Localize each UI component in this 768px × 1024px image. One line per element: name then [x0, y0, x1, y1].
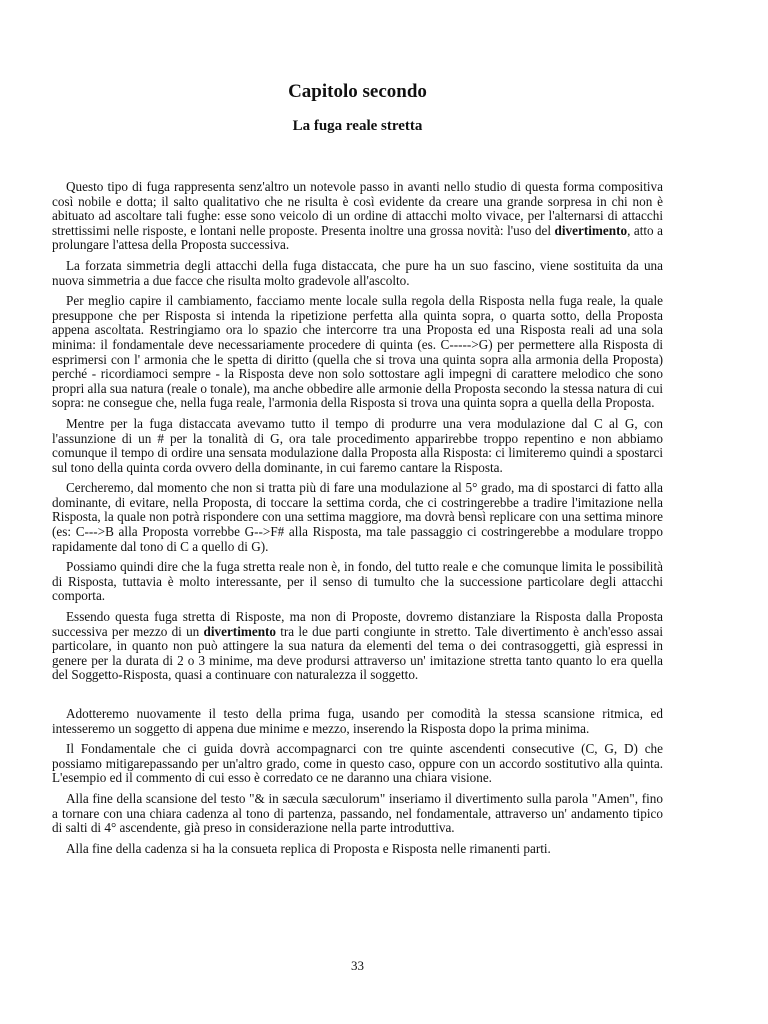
paragraph — [52, 707, 663, 736]
paragraph — [52, 481, 663, 554]
paragraph-text: Alla fine della cadenza si ha la consueta replica di Proposta e Risposta nelle rimanenti parti. — [66, 840, 551, 856]
paragraph-text: Adotteremo nuovamente il testo della prima fuga, usando per comodità la stessa scansione ritmica, ed intesseremo un soggetto di appena due minime e mezzo, inserendo la Risposta dopo la prima minima. — [52, 706, 663, 736]
document-page — [52, 0, 663, 1024]
chapter-title: Capitolo secondo — [288, 81, 427, 102]
paragraph-text: tra le due parti congiunte in stretto. Tale divertimento è anch'esso assai particolare, in quanto non può attingere la sua natura da elementi del tema o dei contrasoggetti, già espressi in genere per la durata di 2 o 3 minime, ma deve prodursi attraverso un' imitazione stretta tanto quanto lo era quella del Soggetto-Risposta, quasi a continuare con naturalezza il soggetto. — [52, 623, 664, 683]
page-number: 33 — [351, 958, 364, 973]
paragraph-text: Alla fine della scansione del testo "& in sæcula sæculorum" inseriamo il divertimento sulla parola "Amen", fino a tornare con una chiara cadenza al tono di partenza, passando, nel fondamentale, attraverso un' andamento tipico di salti di 4° ascendente, già preso in considerazione nella parte introduttiva. — [52, 790, 663, 836]
bold-term: divertimento — [554, 222, 628, 238]
paragraph — [52, 742, 663, 786]
chapter-subtitle: La fuga reale stretta — [292, 118, 423, 134]
paragraph-text: Mentre per la fuga distaccata avevamo tutto il tempo di produrre una vera modulazione dal C al G, con l'assunzione di un # per la tonalità di G, ora tale procedimento apparirebbe troppo repentino e non abbiamo comunque il tempo di ordire una sensata modulazione dalla Proposta alla Risposta: ci limiteremo quindi a spostarci sul tono della quinta corda ovvero della dominante, in cui faremo cantare la Risposta. — [52, 415, 663, 475]
paragraph — [52, 259, 663, 288]
paragraph — [52, 180, 663, 253]
paragraph-text: Questo tipo di fuga rappresenta senz'altro un notevole passo in avanti nello studio di questa forma compositiva così nobile e dotta; il salto qualitativo che ne risulta è così evidente da creare una grande sorpresa in chi non è abituato ad ascoltare tali fughe: esse sono veicolo di un ordine di attacchi molto vivace, per l'alternarsi di attacchi strettissimi nelle risposte, e lontani nelle proposte. Presenta inoltre una grossa novità: l'uso del — [52, 179, 663, 238]
paragraph-text: Possiamo quindi dire che la fuga stretta reale non è, in fondo, del tutto reale e che comunque limita le possibilità di Risposta, tuttavia è molto interessante, per il senso di tumulto che la successione particolare degli attacchi comporta. — [52, 559, 663, 604]
paragraph — [52, 842, 663, 857]
body-text — [52, 180, 663, 862]
paragraph — [52, 294, 663, 411]
bold-term: divertimento — [203, 623, 277, 639]
paragraph — [52, 417, 663, 475]
paragraph — [52, 610, 663, 683]
paragraph-text: Per meglio capire il cambiamento, facciamo mente locale sulla regola della Risposta nella fuga reale, la quale presuppone che per Risposta si intenda la ripetizione perfetta alla quinta sopra, o quarta sotto, della Proposta appena ascoltata. Restringiamo ora lo spazio che intercorre tra una Proposta ed una Risposta reali ad una sola minima: il fondamentale deve necessariamente procedere di quinta (es. C----->G) per permettere alla Risposta di esprimersi con l' armonia che le spetta di diritto (quella che si trova una quinta sopra alla armonia della Proposta) perché - ricordiamoci sempre - la Risposta deve non solo sottostare agli impegni di carattere melodico che sono propri alla sua natura (reale o tonale), ma anche obbedire alle armonie della Proposta secondo la stessa natura di cui sopra: ne consegue che, nella fuga reale, l'armonia della Risposta si trova una quinta sopra a quella della Proposta. — [52, 293, 663, 411]
paragraph — [52, 792, 663, 836]
paragraph-text: , atto a prolungare l'attesa della Proposta successiva. — [52, 222, 663, 253]
paragraph-text: Essendo questa fuga stretta di Risposte, ma non di Proposte, dovremo distanziare la Risposta dalla Proposta successiva per mezzo di un — [52, 609, 663, 639]
paragraph-text: Cercheremo, dal momento che non si tratta più di fare una modulazione al 5° grado, ma di spostarci di fatto alla dominante, di evitare, nella Proposta, di toccare la settima corda, che ci costringerebbe a tradire l'imitazione nella Risposta, la quale non potrà rispondere con una settima maggiore, ma dovrà bensì replicare con una settima minore (es: C--->B alla Proposta vorrebbe G-->F# alla Risposta, ma tale passaggio ci costringerebbe a modulare troppo rapidamente dal tono di C a quello di G). — [52, 480, 663, 554]
paragraph-text: Il Fondamentale che ci guida dovrà accompagnarci con tre quinte ascendenti consecutive (C, G, D) che possiamo mitigarepassando per un'altro grado, come in questo caso, oppure con un accordo sostitutivo alla quinta. L'esempio ed il commento di cui esso è corredato ce ne daranno una chiara visione. — [52, 741, 663, 786]
paragraph-text: La forzata simmetria degli attacchi della fuga distaccata, che pure ha un suo fascino, viene sostituita da una nuova simmetria a due facce che risulta molto gradevole all'ascolto. — [52, 257, 663, 288]
paragraph — [52, 560, 663, 604]
